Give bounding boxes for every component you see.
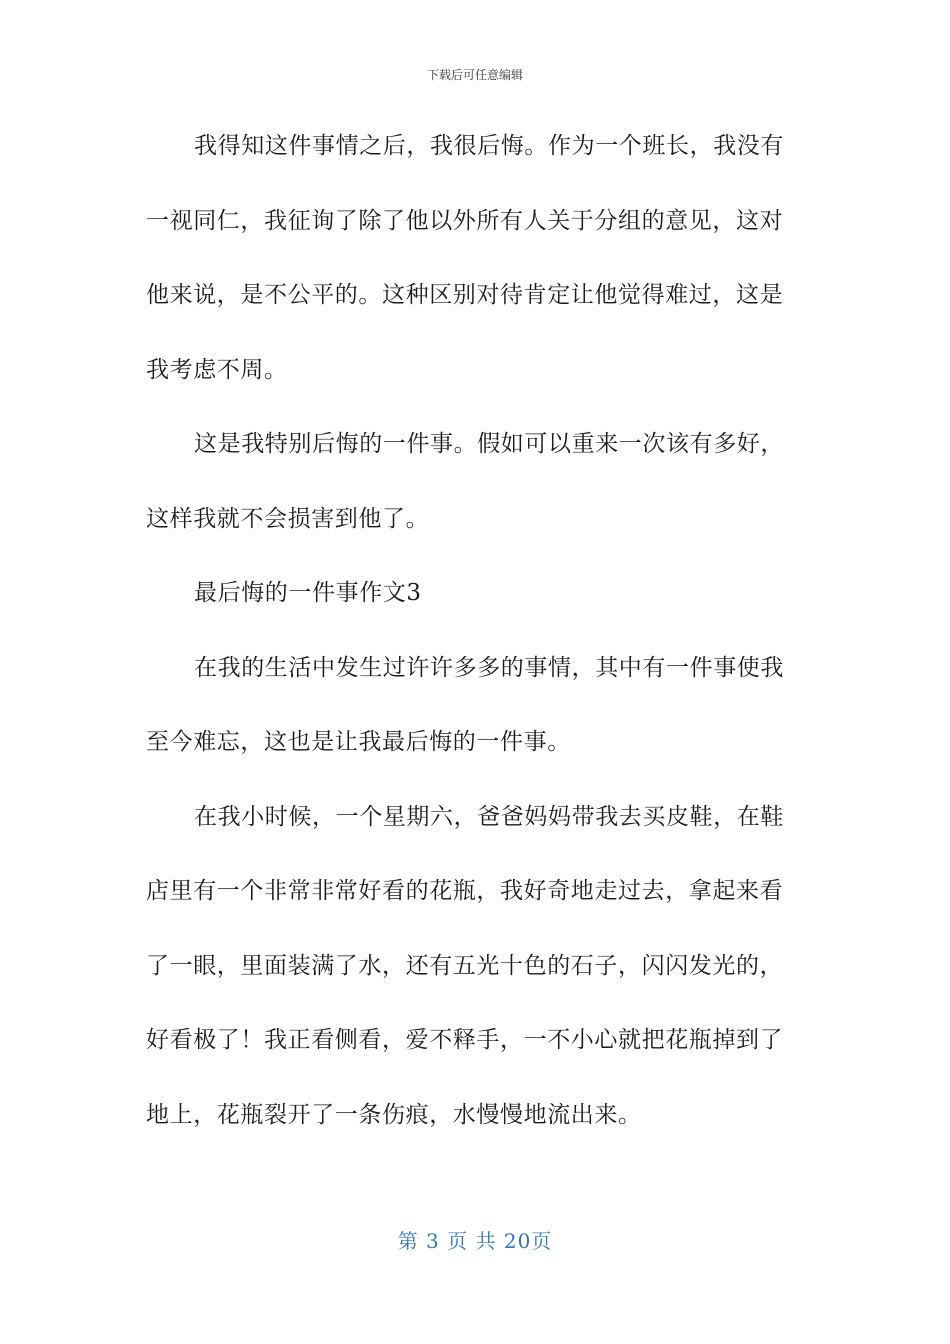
paragraph-line: 这是我特别后悔的一件事。假如可以重来一次该有多好， bbox=[194, 431, 784, 457]
paragraph-line: 我考虑不周。 bbox=[146, 356, 288, 383]
paragraph-line: 在我的生活中发生过许许多多的事情，其中有一件事使我 bbox=[194, 654, 784, 681]
paragraph-line: 这样我就不会损害到他了。 bbox=[146, 505, 430, 532]
section-title: 最后悔的一件事作文3 bbox=[194, 580, 422, 606]
page-header: 下载后可任意编辑 bbox=[426, 68, 523, 82]
paragraph-line: 我得知这件事情之后，我很后悔。作为一个班长，我没有 bbox=[194, 133, 784, 159]
paragraph-line: 一视同仁，我征询了除了他以外所有人关于分组的意见，这对 bbox=[146, 207, 784, 234]
paragraph-line: 了一眼，里面装满了水，还有五光十色的石子，闪闪发光的， bbox=[146, 952, 784, 979]
page-number-footer: 第 3 页 共 20页 bbox=[397, 1229, 553, 1253]
document-body bbox=[146, 124, 792, 1167]
paragraph-line: 店里有一个非常非常好看的花瓶，我好奇地走过去，拿起来看 bbox=[146, 878, 784, 904]
paragraph-line: 他来说，是不公平的。这种区别对待肯定让他觉得难过，这是 bbox=[146, 282, 784, 308]
paragraph-line: 地上，花瓶裂开了一条伤痕，水慢慢地流出来。 bbox=[146, 1101, 642, 1128]
paragraph-line: 在我小时候，一个星期六，爸爸妈妈带我去买皮鞋，在鞋 bbox=[194, 803, 784, 830]
paragraph-line: 好看极了！我正看侧看，爱不释手，一不小心就把花瓶掉到了 bbox=[146, 1027, 784, 1053]
paragraph-line: 至今难忘，这也是让我最后悔的一件事。 bbox=[146, 729, 571, 755]
